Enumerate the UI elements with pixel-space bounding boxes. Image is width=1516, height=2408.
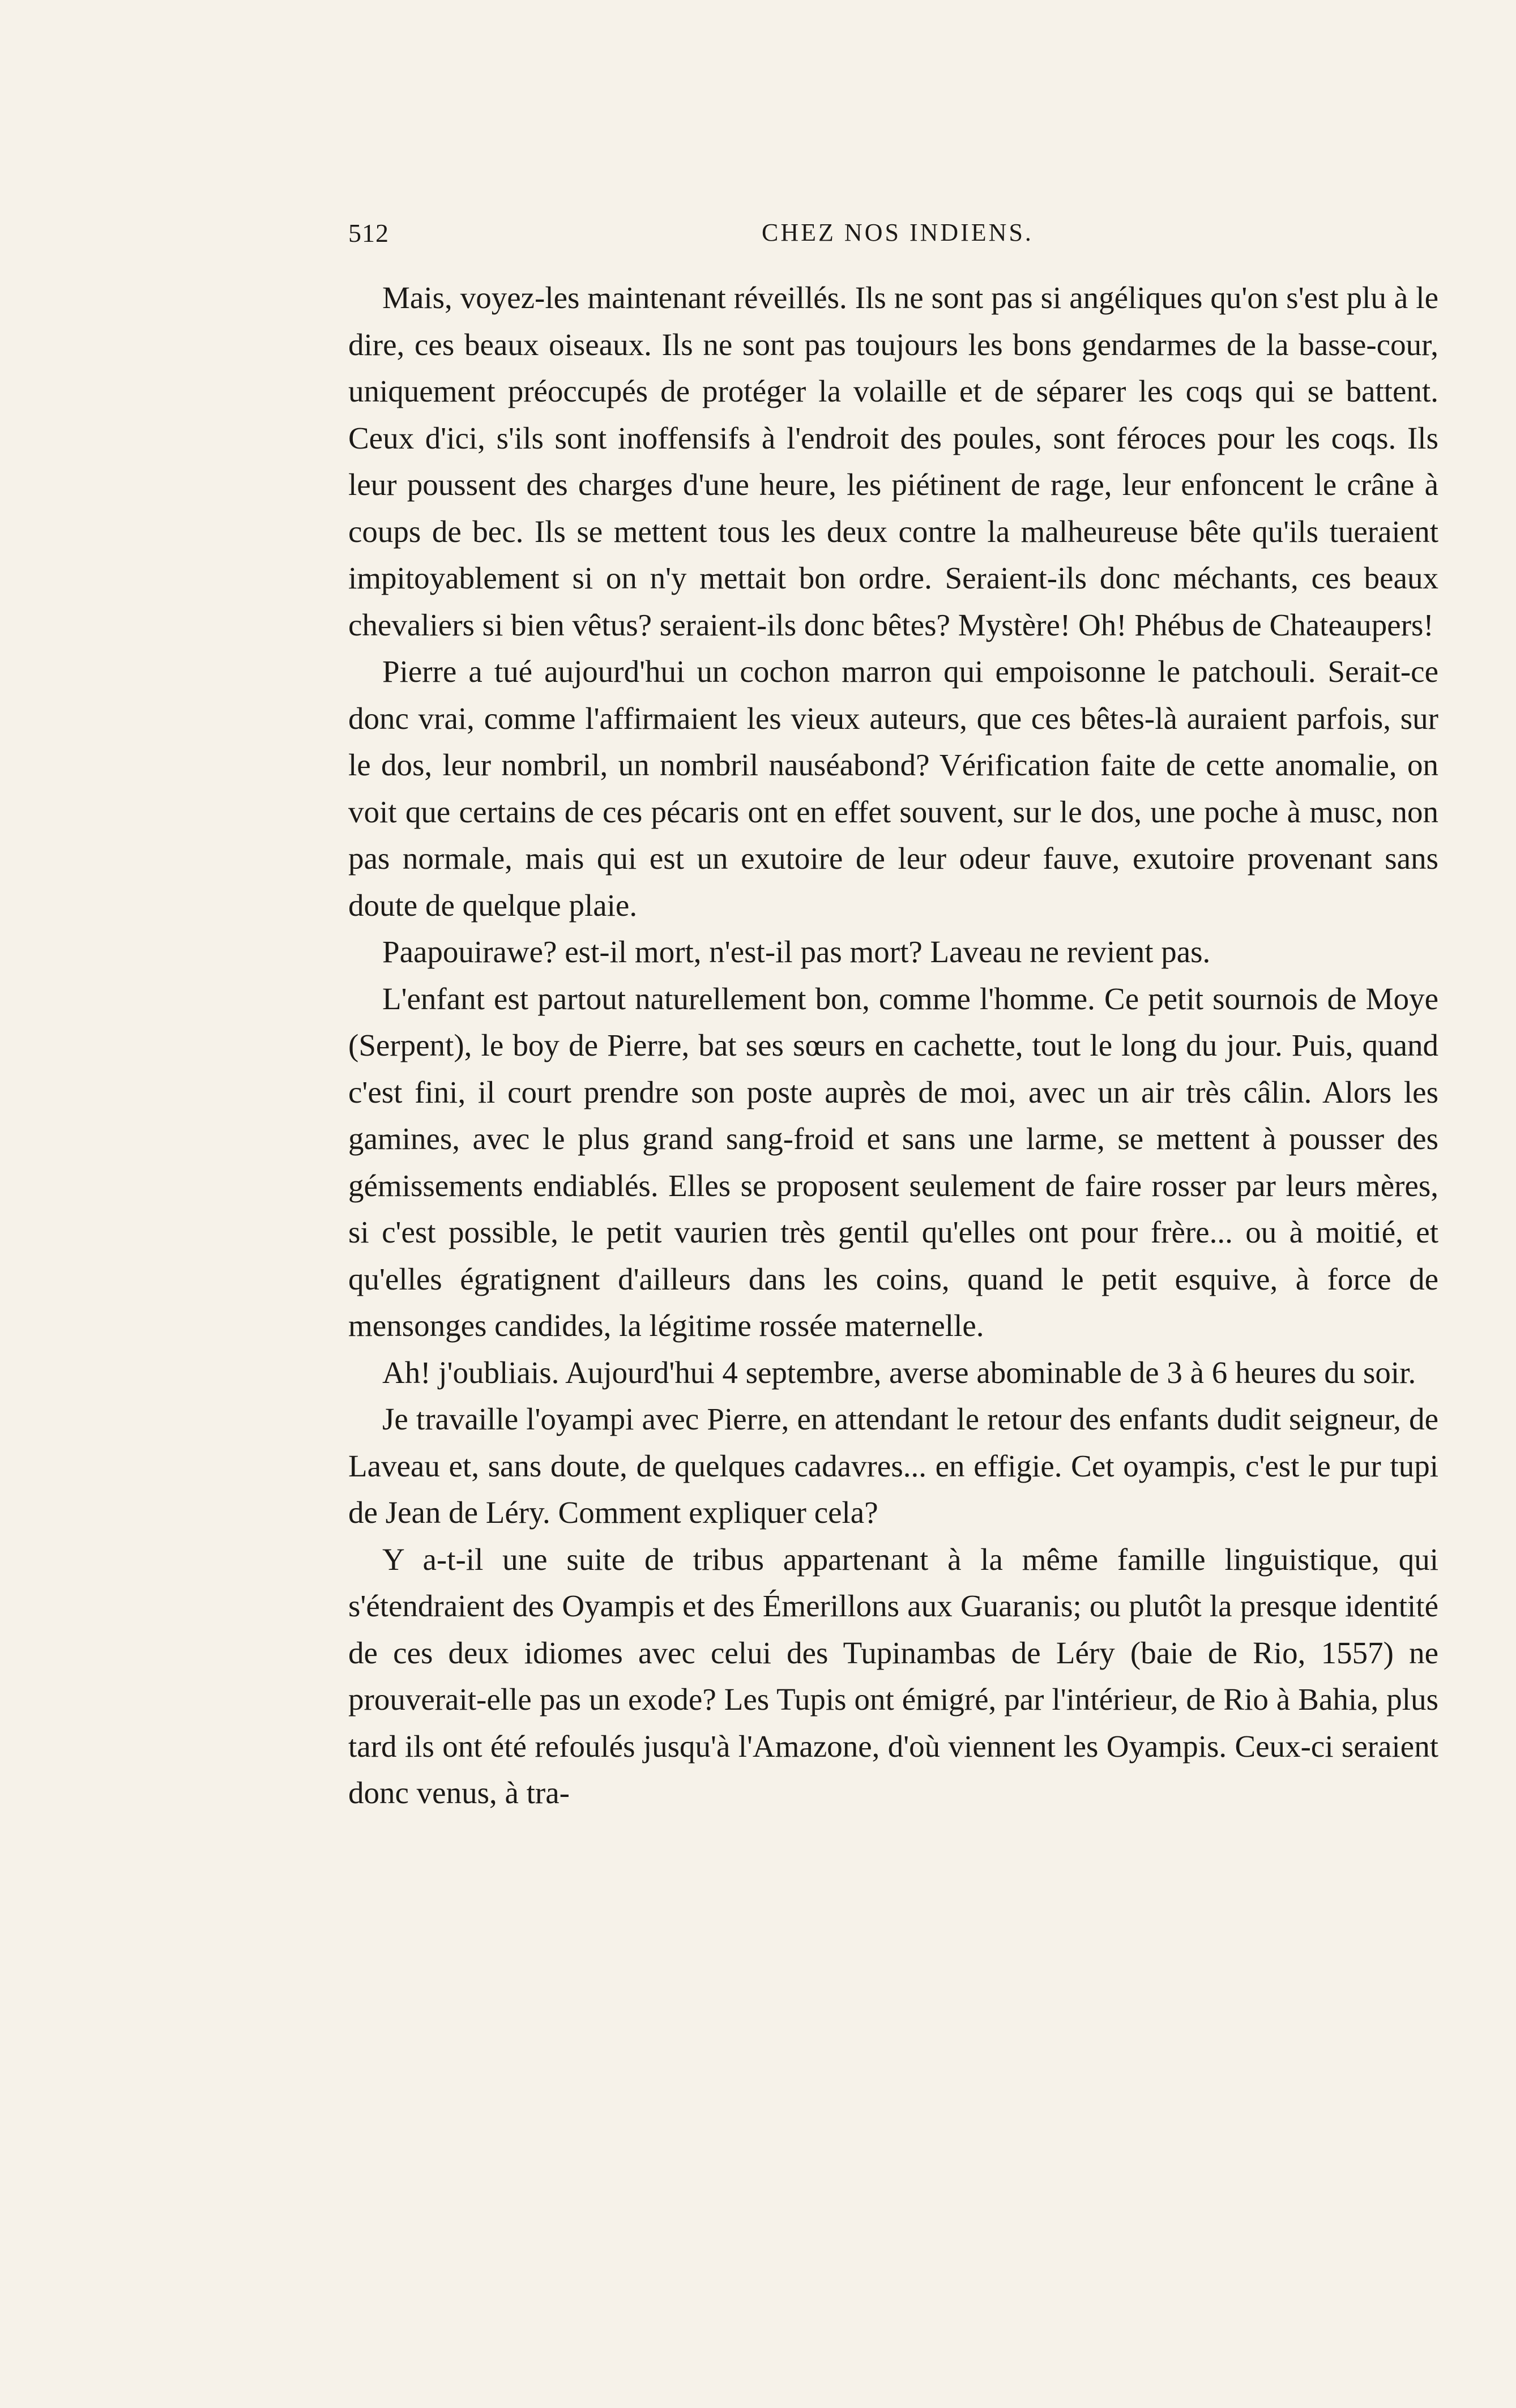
paragraph: Y a-t-il une suite de tribus appartenant à la même famille linguistique, qui s'étendraient des Oyampis et des Émerillons aux Guaranis; ou plutôt la presque identité de ces deux idiomes avec celui des Tupinambas de Léry (baie de Rio, 1557) ne prouverait-elle pas un exode? Les Tupis ont émigré, par l'intérieur, de Rio à Bahia, plus tard ils ont été refoulés jusqu'à l'Amazone, d'où viennent les Oyampis. Ceux-ci seraient donc venus, à tra-	[348, 1542, 1438, 1810]
paragraph: Mais, voyez-les maintenant réveillés. Ils ne sont pas si angéliques qu'on s'est plu à le dire, ces beaux oiseaux. Ils ne sont pas toujours les bons gendarmes de la basse-cour, uniquement préoccupés de protéger la volaille et de séparer les coqs qui se battent. Ceux d'ici, s'ils sont inoffensifs à l'endroit des poules, sont féroces pour les coqs. Ils leur poussent des charges d'une heure, les piétinent de rage, leur enfoncent le crâne à coups de bec. Ils se mettent tous les deux contre la malheureuse bête qu'ils tueraient impitoyablement si on n'y mettait bon ordre. Seraient-ils donc méchants, ces beaux chevaliers si bien vêtus? seraient-ils donc bêtes? Mystère! Oh! Phébus de Chateaupers!	[348, 280, 1438, 642]
paragraph: Paapouirawe? est-il mort, n'est-il pas mort? Laveau ne revient pas.	[382, 934, 1211, 969]
paragraph: Pierre a tué aujourd'hui un cochon marron qui empoisonne le patchouli. Serait-ce donc vrai, comme l'affirmaient les vieux auteurs, que ces bêtes-là auraient parfois, sur le dos, leur nombril, un nombril nauséabond? Vérification faite de cette anomalie, on voit que certains de ces pécaris ont en effet souvent, sur le dos, une poche à musc, non pas normale, mais qui est un exutoire de leur odeur fauve, exutoire provenant sans doute de quelque plaie.	[348, 654, 1438, 923]
paragraph: L'enfant est partout naturellement bon, comme l'homme. Ce petit sournois de Moye (Serpent), le boy de Pierre, bat ses sœurs en cachette, tout le long du jour. Puis, quand c'est fini, il court prendre son poste auprès de moi, avec un air très câlin. Alors les gamines, avec le plus grand sang-froid et sans une larme, se mettent à pousser des gémissements endiablés. Elles se proposent seulement de faire rosser par leurs mères, si c'est possible, le petit vaurien très gentil qu'elles ont pour frère... ou à moitié, et qu'elles égratignent d'ailleurs dans les coins, quand le petit esquive, à force de mensonges candides, la légitime rossée maternelle.	[348, 981, 1438, 1343]
page-number: 512	[348, 219, 389, 247]
body-text	[348, 275, 1438, 1817]
paragraph: Je travaille l'oyampi avec Pierre, en attendant le retour des enfants dudit seigneur, de Laveau et, sans doute, de quelques cadavres... en effigie. Cet oyampis, c'est le pur tupi de Jean de Léry. Comment expliquer cela?	[348, 1402, 1438, 1530]
page-header	[348, 218, 1447, 258]
paragraph: Ah! j'oubliais. Aujourd'hui 4 septembre, averse abominable de 3 à 6 heures du soir.	[382, 1355, 1416, 1390]
running-title: CHEZ NOS INDIENS.	[762, 219, 1034, 246]
